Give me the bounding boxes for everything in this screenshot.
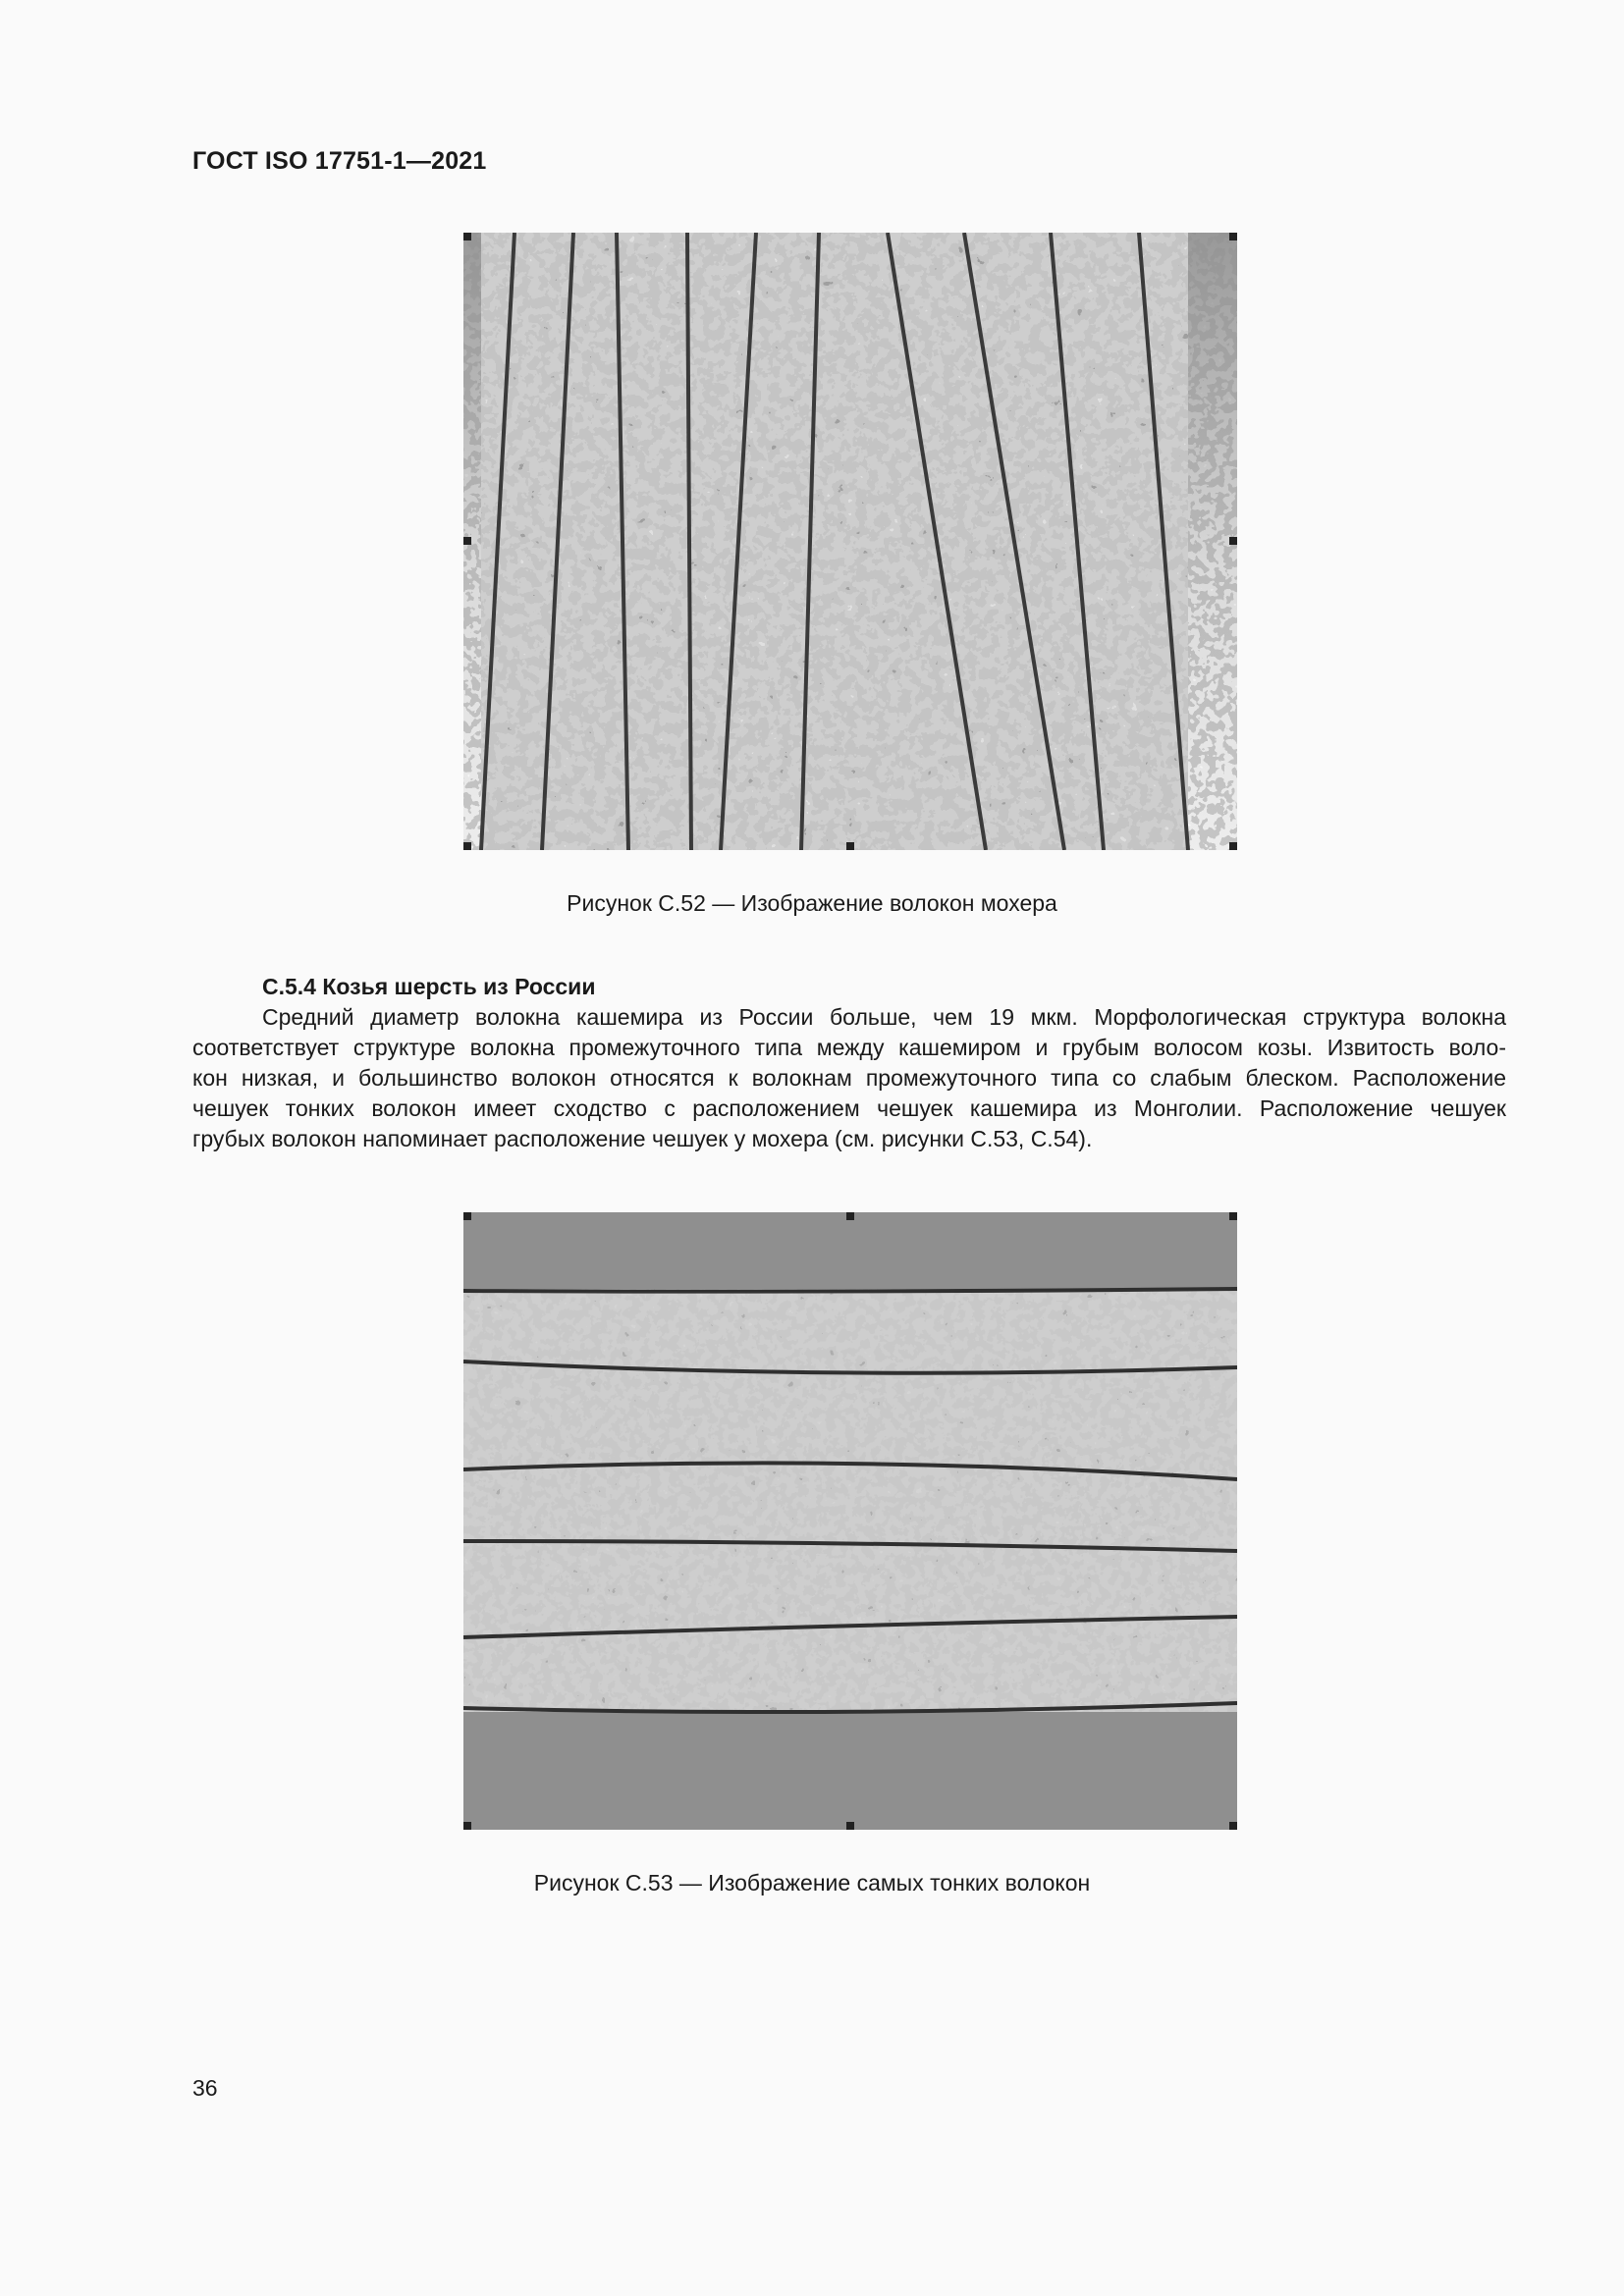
section-paragraph xyxy=(192,1002,1506,1154)
crop-mark xyxy=(1229,1822,1237,1830)
figure-caption-c52: Рисунок С.52 — Изображение волокон мохера xyxy=(567,890,1057,916)
crop-mark xyxy=(463,842,471,850)
figure-fine-fibers-image xyxy=(463,1212,1237,1830)
crop-mark xyxy=(846,1212,854,1220)
crop-mark xyxy=(1229,842,1237,850)
crop-mark xyxy=(846,1822,854,1830)
paragraph-line: соответствует структуре волокна промежуточного типа между кашемиром и грубым волосом козы. Извитость воло- xyxy=(192,1035,1506,1060)
figure-mohair-fibers-image xyxy=(463,233,1237,850)
crop-mark xyxy=(463,537,471,545)
paragraph-line: чешуек тонких волокон имеет сходство с расположением чешуек кашемира из Монголии. Расположение чешуек xyxy=(192,1095,1506,1121)
document-header: ГОСТ ISO 17751-1—2021 xyxy=(192,147,487,175)
crop-mark xyxy=(463,233,471,240)
crop-mark xyxy=(463,1822,471,1830)
paragraph-line: кон низкая, и большинство волокон относятся к волокнам промежуточного типа со слабым блеском. Расположение xyxy=(192,1065,1506,1091)
page-number: 36 xyxy=(192,2075,218,2101)
figure-caption-c53: Рисунок С.53 — Изображение самых тонких волокон xyxy=(533,1870,1091,1896)
crop-mark xyxy=(846,842,854,850)
crop-mark xyxy=(1229,233,1237,240)
paragraph-line: Средний диаметр волокна кашемира из России больше, чем 19 мкм. Морфологическая структура волокна xyxy=(262,1004,1506,1030)
crop-mark xyxy=(1229,537,1237,545)
crop-mark xyxy=(463,1212,471,1220)
paragraph-line: грубых волокон напоминает расположение чешуек у мохера (см. рисунки С.53, С.54). xyxy=(192,1126,1093,1151)
crop-mark xyxy=(1229,1212,1237,1220)
section-title: С.5.4 Козья шерсть из России xyxy=(262,974,596,999)
